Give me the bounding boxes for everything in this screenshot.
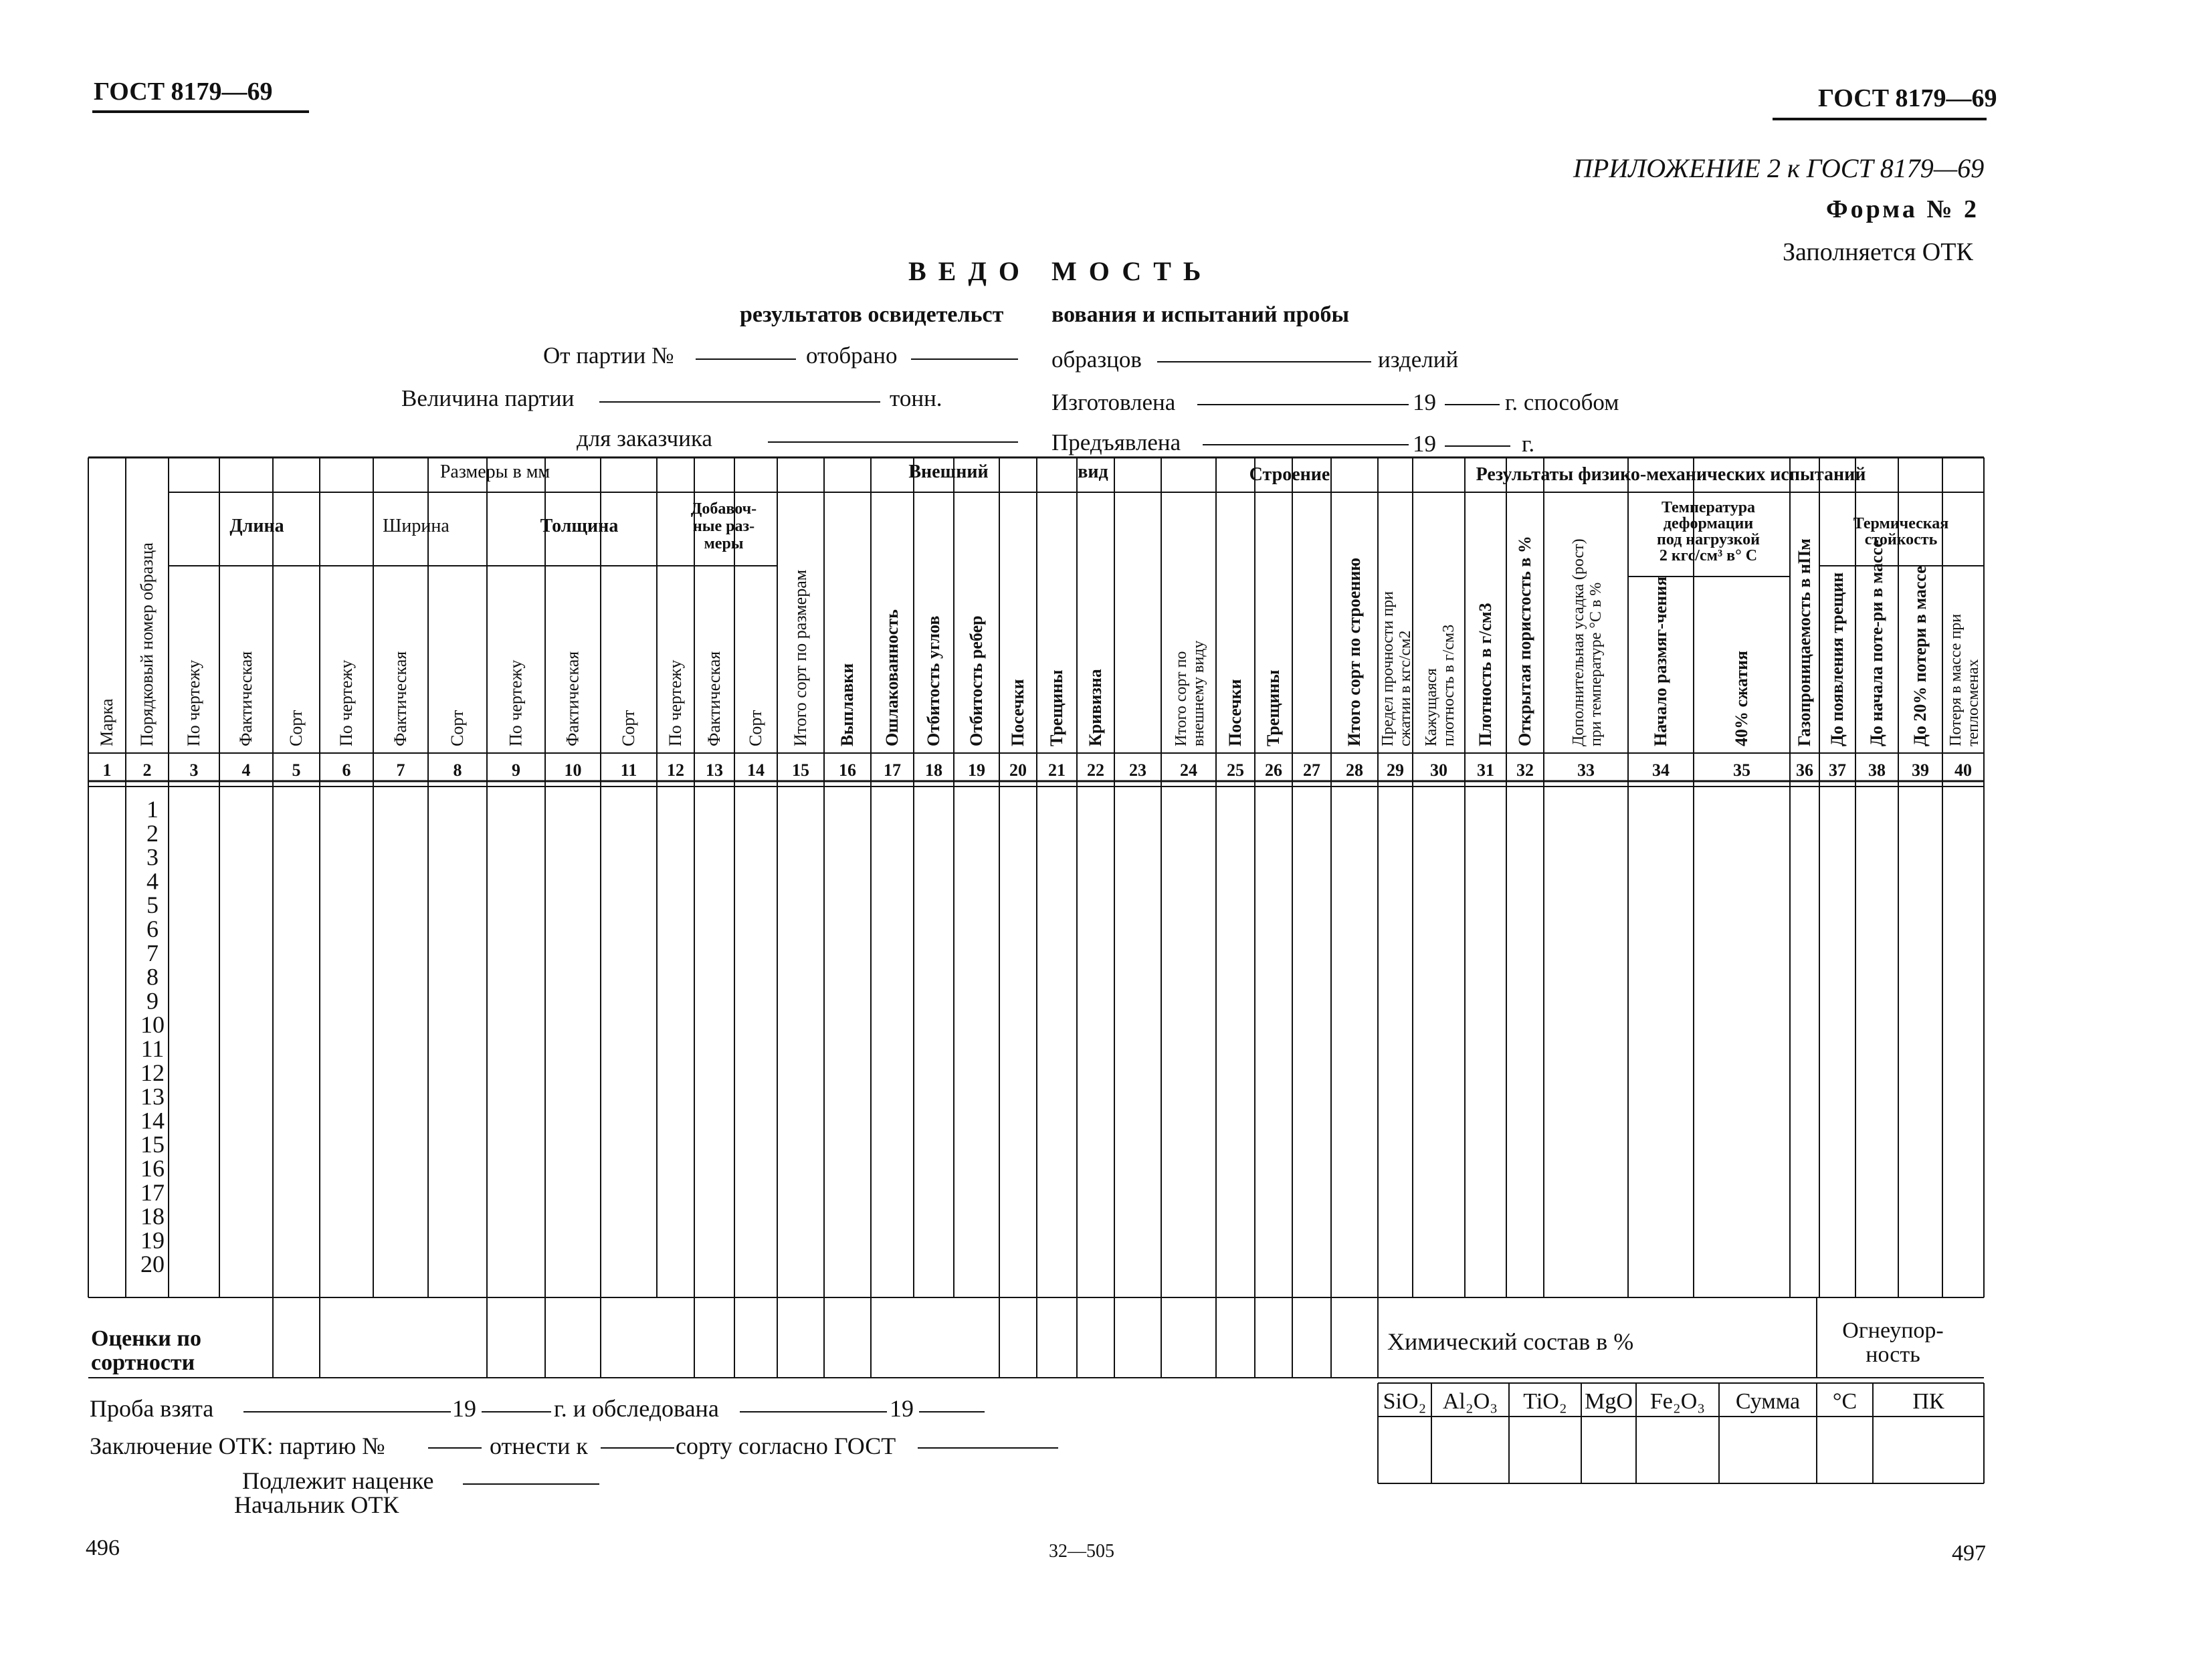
- column-number: 33: [1577, 760, 1595, 780]
- column-number: 22: [1087, 760, 1104, 780]
- column-number: 2: [142, 760, 152, 780]
- title-right: МОСТЬ: [1051, 256, 1213, 286]
- row-number: 3: [146, 843, 159, 871]
- column-header-label: теплосменах: [1965, 659, 1982, 746]
- row-number: 19: [140, 1227, 165, 1254]
- column-number: 13: [706, 760, 723, 780]
- column-header-label: Потеря в массе при: [1947, 613, 1965, 746]
- column-number: 25: [1227, 760, 1244, 780]
- column-header-label: По чертежу: [666, 659, 685, 746]
- group-thermal-label: Термическая: [1853, 515, 1949, 532]
- group-temp-label: Температура: [1661, 499, 1756, 516]
- row-number: 10: [140, 1011, 165, 1039]
- doc-code-right: ГОСТ 8179—69: [1818, 84, 1997, 112]
- column-header-label: Сорт: [746, 710, 765, 746]
- column-header-label: внешнему виду: [1190, 640, 1207, 746]
- title-left: ВЕДО: [908, 256, 1031, 286]
- column-number: 1: [102, 760, 112, 780]
- column-number: 36: [1796, 760, 1813, 780]
- chem-column-label: MgO: [1585, 1389, 1633, 1414]
- conclusion-label: Заключение ОТК: партию №: [90, 1433, 385, 1459]
- column-number: 24: [1180, 760, 1197, 780]
- row-number: 6: [146, 916, 159, 942]
- markup-line: [463, 1483, 599, 1485]
- chem-column-label: Сумма: [1735, 1389, 1801, 1414]
- column-number: 21: [1048, 760, 1066, 780]
- column-number: 14: [747, 760, 765, 780]
- group-appearance-left: Внешний: [908, 461, 989, 482]
- group-extra-label: Добавоч-: [690, 500, 757, 518]
- column-number: 30: [1430, 760, 1447, 780]
- column-header-label: По чертежу: [506, 659, 526, 746]
- column-number: 16: [839, 760, 856, 780]
- samples-label: образцов: [1051, 346, 1142, 373]
- column-header-label: сжатии в кгс/см2: [1397, 630, 1414, 746]
- page-number-left: 496: [86, 1536, 120, 1560]
- footer-line-2: [482, 1411, 551, 1413]
- column-number: 3: [189, 760, 199, 780]
- row-number: 2: [146, 819, 159, 847]
- party-no-label: От партии №: [543, 342, 674, 369]
- items-label: изделий: [1378, 346, 1459, 373]
- group-thickness-label: Толщина: [540, 516, 619, 536]
- group-extra-label: ные раз-: [692, 518, 755, 535]
- column-header-label: Фактическая: [704, 651, 724, 746]
- conclusion-line-3: [918, 1447, 1058, 1449]
- assign-label: отнести к: [490, 1433, 588, 1459]
- appendix-label: ПРИЛОЖЕНИЕ 2 к ГОСТ 8179—69: [1573, 153, 1985, 183]
- column-number: 20: [1009, 760, 1027, 780]
- column-header-label: Предел прочности при: [1379, 591, 1397, 746]
- footer-sample-label: Проба взята: [90, 1395, 214, 1422]
- column-header-label: Сорт: [447, 710, 467, 746]
- footer-line-4: [919, 1411, 985, 1413]
- column-header-label: Посечки: [1225, 679, 1245, 746]
- column-number: 7: [396, 760, 405, 780]
- refractoriness-label: ность: [1866, 1342, 1920, 1367]
- column-header-label: Фактическая: [391, 651, 410, 746]
- column-number: 10: [564, 760, 582, 780]
- column-number: 5: [292, 760, 301, 780]
- group-extra-label: меры: [704, 535, 744, 552]
- column-number: 39: [1912, 760, 1929, 780]
- column-header-label: Дополнительная усадка (рост): [1570, 538, 1587, 746]
- column-number: 34: [1652, 760, 1670, 780]
- column-number: 4: [241, 760, 251, 780]
- row-number: 13: [140, 1083, 165, 1110]
- column-header-label: Плотность в г/см3: [1476, 603, 1495, 746]
- conclusion-line-2: [601, 1447, 674, 1449]
- column-header-label: Кривизна: [1086, 669, 1105, 746]
- column-header-label: при температуре °С в %: [1587, 582, 1605, 746]
- column-number: 12: [667, 760, 684, 780]
- page-code-center: 32—505: [1049, 1541, 1114, 1562]
- year2-label: 19: [1413, 431, 1436, 457]
- subtitle-left: результатов освидетельст: [740, 302, 1004, 327]
- column-number: 8: [453, 760, 462, 780]
- column-header-label: Фактическая: [563, 651, 583, 746]
- column-number: 27: [1303, 760, 1320, 780]
- otk-head-label: Начальник ОТК: [234, 1491, 399, 1518]
- row-number: 9: [146, 987, 159, 1015]
- year1-label: 19: [1413, 389, 1436, 415]
- column-number: 31: [1477, 760, 1494, 780]
- conclusion-line-1: [428, 1447, 482, 1449]
- method-label: г. способом: [1505, 389, 1619, 415]
- group-appearance-right: вид: [1078, 461, 1108, 482]
- group-thermal-label: стойкость: [1864, 531, 1938, 548]
- column-header-label: Итого сорт по строению: [1344, 557, 1364, 746]
- column-header-label: До 20% потери в массе: [1910, 566, 1930, 746]
- presented-label: Предъявлена: [1051, 429, 1181, 455]
- column-header-label: По чертежу: [184, 659, 203, 746]
- column-number: 17: [884, 760, 901, 780]
- chem-column-label: ПК: [1912, 1389, 1944, 1414]
- column-header-label: До начала поте-ри в массе: [1867, 540, 1886, 746]
- column-number: 32: [1516, 760, 1534, 780]
- group-sizes-label: Размеры в мм: [439, 461, 550, 482]
- column-number: 15: [792, 760, 809, 780]
- chem-column-label: °С: [1832, 1389, 1857, 1414]
- column-number: 18: [925, 760, 942, 780]
- column-number: 6: [342, 760, 351, 780]
- group-temp-label: 2 кгс/см³ в° С: [1659, 547, 1758, 564]
- column-header-label: Трещины: [1264, 669, 1283, 746]
- row-number: 16: [140, 1155, 165, 1182]
- group-structure-label: Строение: [1249, 464, 1330, 485]
- chem-column-label: SiO₂: [1383, 1389, 1427, 1414]
- markup-label: Подлежит наценке: [242, 1467, 434, 1494]
- column-number: 9: [512, 760, 520, 780]
- footer-year1: 19: [452, 1395, 476, 1422]
- column-number: 26: [1265, 760, 1282, 780]
- row-number: 4: [146, 867, 159, 895]
- column-number: 23: [1129, 760, 1146, 780]
- column-number: 35: [1733, 760, 1750, 780]
- row-number: 7: [146, 939, 159, 966]
- group-temp-label: под нагрузкой: [1656, 531, 1761, 548]
- column-number: 29: [1387, 760, 1404, 780]
- row-number: 20: [140, 1251, 165, 1278]
- selected-label: отобрано: [806, 342, 898, 369]
- column-header-label: Марка: [97, 698, 116, 746]
- footer-line-3: [740, 1411, 887, 1413]
- row-number: 14: [140, 1107, 165, 1134]
- row-number: 8: [146, 963, 159, 990]
- column-header-label: По чертежу: [336, 659, 356, 746]
- column-header-label: Итого сорт по: [1173, 651, 1190, 746]
- column-number: 37: [1829, 760, 1846, 780]
- group-temp-label: деформации: [1663, 515, 1754, 532]
- customer-label: для заказчика: [577, 425, 712, 451]
- group-width-label: Ширина: [383, 516, 449, 536]
- chem-column-label: Al₂O₃: [1442, 1389, 1498, 1414]
- column-header-label: Ошлакованность: [882, 609, 902, 746]
- column-number: 19: [968, 760, 985, 780]
- refractoriness-label: Огнеупор-: [1842, 1318, 1944, 1343]
- row-number: 17: [140, 1178, 165, 1206]
- row-number: 12: [140, 1059, 165, 1086]
- grade-per-label: сорту согласно ГОСТ: [676, 1433, 896, 1459]
- row-number: 5: [146, 892, 159, 919]
- chem-column-label: Fe₂O₃: [1649, 1389, 1706, 1414]
- column-header-label: Выплавки: [837, 663, 857, 746]
- column-number: 11: [620, 760, 637, 780]
- column-header-label: Трещины: [1047, 669, 1066, 746]
- made-label: Изготовлена: [1051, 389, 1176, 415]
- column-header-label: Отбитость ребер: [967, 615, 986, 746]
- g-label: г.: [1522, 431, 1535, 457]
- column-header-label: Кажущаяся: [1423, 668, 1440, 746]
- group-results-label: Результаты физико-механических испытаний: [1476, 464, 1866, 485]
- grade-eval-label: сортности: [91, 1350, 195, 1375]
- page-number-right: 497: [1952, 1541, 1986, 1566]
- column-header-label: 40% сжатия: [1732, 650, 1751, 746]
- party-size-label: Величина партии: [401, 385, 575, 411]
- form-number: Форма № 2: [1826, 195, 1980, 223]
- column-header-label: Порядковый номер образца: [137, 542, 157, 746]
- row-number: 18: [140, 1202, 165, 1230]
- tons-label: тонн.: [890, 385, 942, 411]
- group-length-label: Длина: [229, 516, 284, 536]
- chem-column-label: TiO₂: [1523, 1389, 1567, 1414]
- column-header-label: Начало размяг-чения: [1651, 576, 1670, 746]
- column-number: 40: [1954, 760, 1972, 780]
- column-header-label: Отбитость углов: [924, 615, 943, 746]
- column-header-label: Фактическая: [236, 651, 256, 746]
- column-header-label: Итого сорт по размерам: [791, 569, 810, 746]
- chem-composition-label: Химический состав в %: [1387, 1328, 1634, 1355]
- grade-eval-label: Оценки по: [91, 1326, 201, 1351]
- footer-examined-label: г. и обследована: [554, 1395, 719, 1422]
- column-header-label: Посечки: [1008, 679, 1027, 746]
- column-header-label: До появления трещин: [1827, 572, 1847, 746]
- footer-year2: 19: [890, 1395, 914, 1422]
- row-number: 15: [140, 1131, 165, 1158]
- row-number: 11: [140, 1035, 165, 1062]
- column-header-label: Открытая пористость в %: [1515, 536, 1534, 746]
- column-header-label: плотность в г/см3: [1440, 624, 1457, 746]
- column-header-label: Сорт: [286, 710, 306, 746]
- column-number: 28: [1346, 760, 1363, 780]
- row-number: 1: [146, 796, 159, 823]
- column-number: 38: [1868, 760, 1886, 780]
- filled-by-label: Заполняется ОТК: [1783, 238, 1973, 266]
- column-header-label: Сорт: [619, 710, 638, 746]
- subtitle-right: вования и испытаний пробы: [1051, 302, 1350, 327]
- column-header-label: Газопроницаемость в нПм: [1795, 538, 1814, 746]
- footer-line-1: [243, 1411, 451, 1413]
- doc-code-left: ГОСТ 8179—69: [94, 78, 273, 106]
